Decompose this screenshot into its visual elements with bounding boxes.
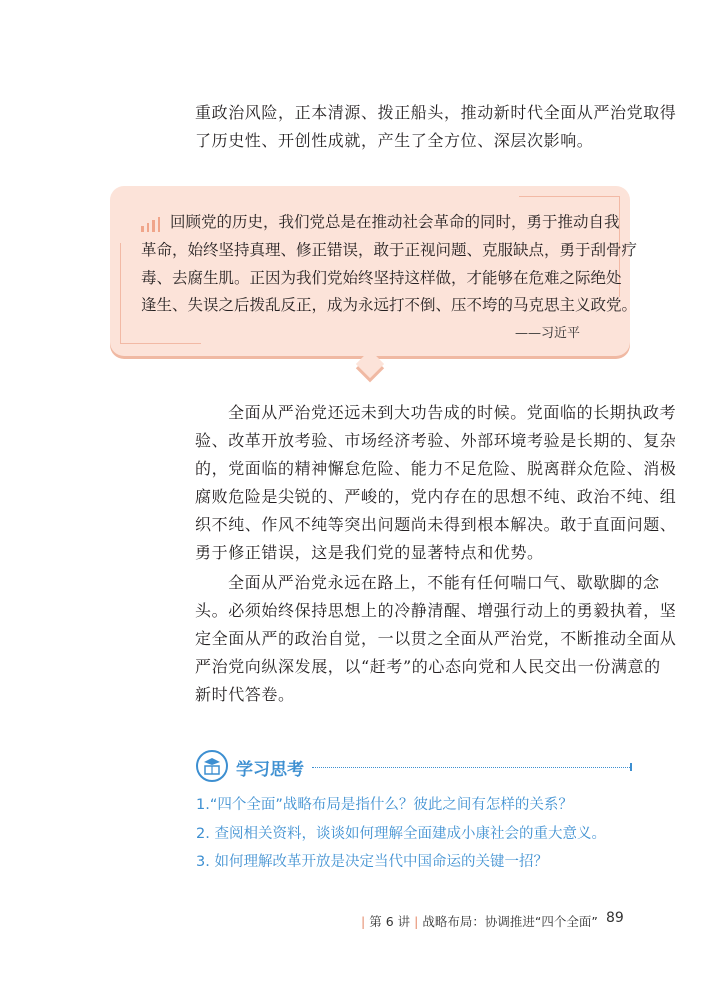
body-text-line: 腐败危险是尖锐的、严峻的，党内存在的思想不纯、政治不纯、组 [195, 487, 677, 506]
quote-line: 逢生、失误之后拨乱反正，成为永远打不倒、压不垮的马克思主义政党。 [141, 296, 638, 314]
body-text-line: 了历史性、开创性成就，产生了全方位、深层次影响。 [195, 131, 594, 150]
body-text-line: 全面从严治党永远在路上，不能有任何喘口气、歇歇脚的念 [228, 573, 660, 592]
dotted-divider [312, 767, 630, 768]
footer-chapter: 第 6 讲 [369, 914, 411, 929]
study-question: 3. 如何理解改革开放是决定当代中国命运的关键一招？ [196, 854, 548, 870]
divider-end [630, 763, 632, 771]
body-text-line: 验、改革开放考验、市场经济考验、外部环境考验是长期的、复杂 [195, 431, 677, 450]
page-number: 89 [606, 910, 624, 926]
body-text-line: 全面从严治党还远未到大功告成的时候。党面临的长期执政考 [228, 403, 677, 422]
study-section-title: 学习思考 [236, 760, 304, 780]
quote-line: 毒、去腐生肌。正因为我们党始终坚持这样做，才能够在危难之际绝处 [141, 269, 622, 287]
signal-bars-icon [141, 213, 163, 232]
body-text-line: 定全面从严的政治自觉，一以贯之全面从严治党，不断推动全面从 [195, 629, 677, 648]
study-question: 1.“四个全面”战略布局是指什么？彼此之间有怎样的关系？ [196, 797, 573, 813]
graduation-book-icon [196, 750, 228, 782]
body-text-line: 头。必须始终保持思想上的冷静清醒、增强行动上的勇毅执着，坚 [195, 601, 677, 620]
quote-attribution: ——习近平 [514, 326, 580, 341]
footer-title: 战略布局：协调推进“四个全面” [422, 914, 598, 929]
body-text-line: 勇于修正错误，这是我们党的显著特点和优势。 [195, 543, 544, 562]
body-text-line: 织不纯、作风不纯等突出问题尚未得到根本解决。敢于直面问题、 [195, 515, 677, 534]
quote-line: 回顾党的历史，我们党总是在推动社会革命的同时，勇于推动自我 [170, 213, 620, 231]
body-text-line: 重政治风险，正本清源、拨正船头，推动新时代全面从严治党取得 [195, 103, 677, 122]
body-text-line: 严治党向纵深发展，以“赶考”的心态向党和人民交出一份满意的 [195, 657, 661, 676]
study-question: 2. 查阅相关资料，谈谈如何理解全面建成小康社会的重大意义。 [196, 826, 606, 842]
body-text-line: 的，党面临的精神懈怠危险、能力不足危险、脱离群众危险、消极 [195, 459, 677, 478]
quote-box [110, 186, 638, 356]
running-footer: | 第 6 讲 | 战略布局：协调推进“四个全面” [361, 914, 598, 929]
body-text-line: 新时代答卷。 [195, 685, 295, 704]
quote-line: 革命，始终坚持真理、修正错误，敢于正视问题、克服缺点，勇于刮骨疗 [141, 241, 638, 259]
